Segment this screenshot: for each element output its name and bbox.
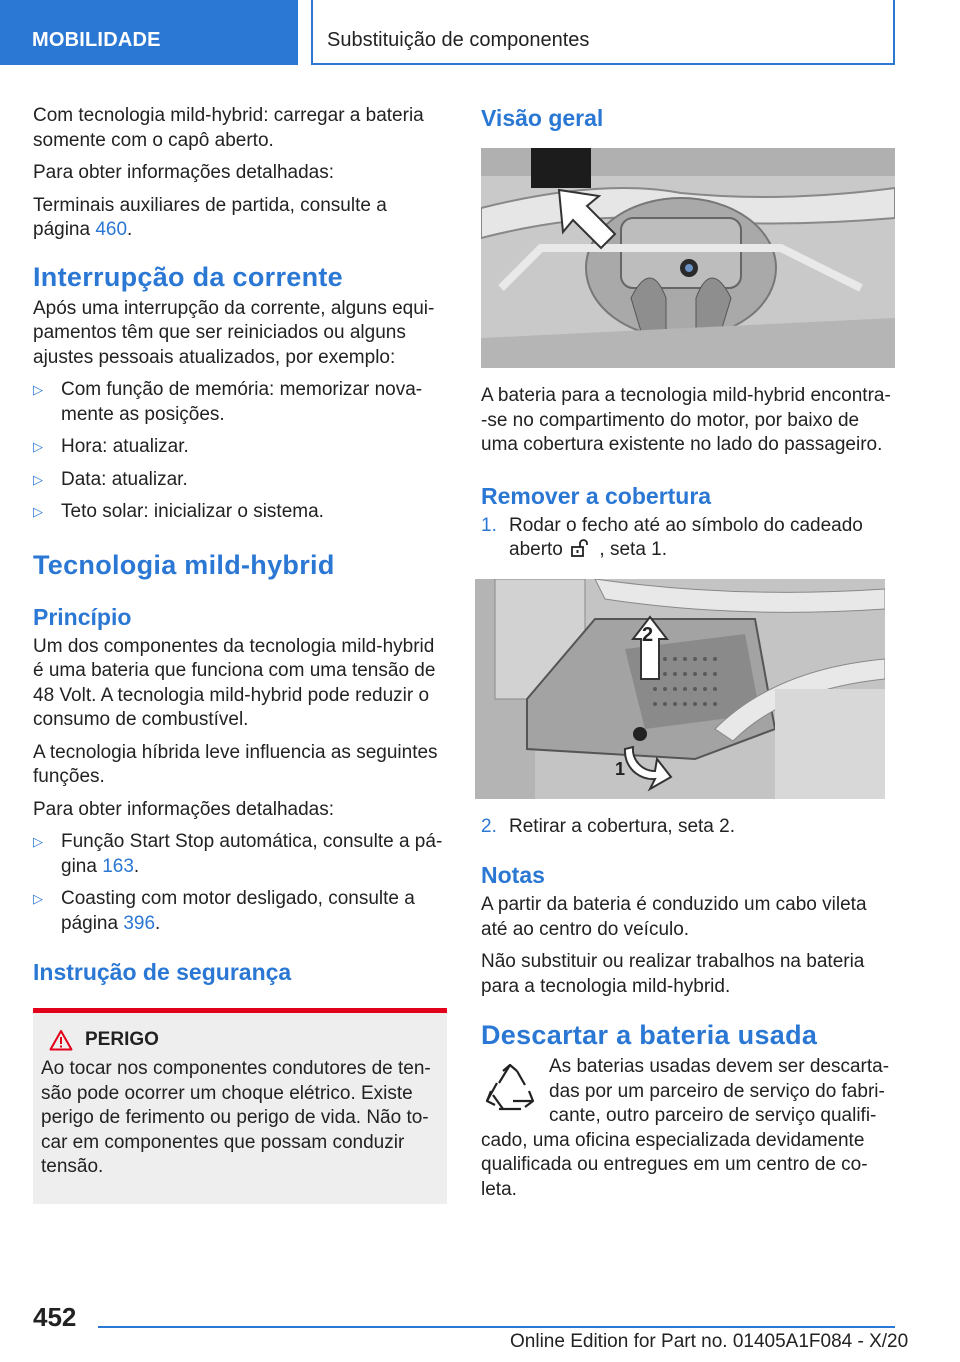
engine-bay-image [481, 148, 895, 368]
page-link-460[interactable]: 460 [95, 219, 128, 240]
list-item [33, 435, 447, 460]
triangle-bullet-icon: ▷ [33, 504, 43, 519]
triangle-bullet-icon: ▷ [33, 382, 43, 397]
step-text: Retirar a cobertura, seta 2. [509, 815, 735, 837]
page-link-163[interactable]: 163 [102, 855, 134, 877]
list-item [33, 378, 447, 427]
heading-tecnologia: Tecnologia mild-hybrid [33, 549, 335, 580]
list-item-text: Teto solar: inicializar o sistema. [61, 501, 324, 522]
step-text-end: , seta 1. [594, 539, 668, 560]
list-item-text: Hora: atualizar. [61, 436, 189, 457]
heading-remover: Remover a cobertura [481, 482, 712, 509]
battery-cover-image [475, 579, 885, 799]
recycle-icon [481, 1061, 539, 1119]
triangle-bullet-icon: ▷ [33, 471, 43, 487]
principio-paragraph-1: Um dos componentes da tecnologia mild-hybrid é uma bateria que funciona com uma tensão de 48 Volt. A tecnologia mild-hybrid pode reduzir o consumo de combustível. [33, 635, 436, 730]
right-column [481, 104, 895, 1210]
open-padlock-icon [570, 539, 592, 557]
heading-principio: Princípio [33, 603, 132, 630]
interrupcao-paragraph: Após uma interrupção da corrente, alguns equi-pamentos têm que ser reiniciados ou alguns ajustes pessoais atualizados, por exemplo: [33, 297, 435, 368]
list-item-text: Data: atualizar. [61, 468, 188, 490]
section-tab [0, 0, 298, 65]
list-item-text: Coasting com motor desligado, consulte a página [61, 888, 415, 934]
list-item [33, 468, 447, 493]
danger-title-text: PERIGO [85, 1029, 159, 1050]
page-number: 452 [33, 1302, 77, 1332]
descartar-paragraph-cont: cado, uma oficina especializada devidamente qualificada ou entregues em um centro de co-leta. [481, 1129, 868, 1200]
intro-paragraph-3-end: . [127, 219, 133, 240]
step-item [481, 815, 895, 840]
footer-divider [98, 1326, 895, 1328]
arrow-label-1: 1 [615, 758, 626, 779]
section-title: MOBILIDADE [32, 29, 161, 51]
left-column [33, 104, 447, 1204]
descartar-paragraph: As baterias usadas devem ser descarta-das por um parceiro de serviço do fabri-cante, outro parceiro de serviço qualifi- [549, 1056, 890, 1126]
page-link-396[interactable]: 396 [123, 912, 156, 934]
step-text: Rodar o fecho até ao símbolo do cadeado aberto [509, 514, 863, 560]
warning-triangle-icon [49, 1029, 73, 1051]
triangle-bullet-icon: ▷ [33, 834, 43, 849]
intro-paragraph-2: Para obter informações detalhadas: [33, 162, 335, 183]
heading-visao: Visão geral [481, 105, 604, 131]
steps-list-2 [481, 815, 895, 840]
footer-edition: Online Edition for Part no. 01405A1F084 - X/20 [510, 1331, 909, 1352]
interrupcao-list [33, 378, 447, 525]
principio-paragraph-2: A tecnologia híbrida leve influencia as seguintes funções. [33, 741, 438, 787]
list-item [33, 887, 447, 936]
danger-text: Ao tocar nos componentes condutores de ten-são pode ocorrer um choque elétrico. Existe perigo de ferimento ou perigo de vida. Não to-car em componentes que possam conduzir tensão. [41, 1058, 431, 1177]
step-number: 1. [481, 514, 497, 536]
danger-box [33, 1008, 447, 1204]
arrow-label-2: 2 [642, 623, 654, 646]
intro-paragraph-1: Com tecnologia mild-hybrid: carregar a bateria somente com o capô aberto. [33, 105, 424, 151]
steps-list-1 [481, 514, 895, 563]
list-item-text: Função Start Stop automática, consulte a pá-gina [61, 831, 443, 877]
intro-paragraph-3 [33, 194, 447, 243]
list-item-text: Com função de memória: memorizar nova-mente as posições. [61, 379, 423, 425]
intro-paragraph-3-text: Terminais auxiliares de partida, consulte a página [33, 194, 387, 240]
chapter-tab [311, 0, 895, 65]
heading-notas: Notas [481, 862, 545, 888]
list-item-end: . [155, 912, 161, 934]
heading-interrupcao: Interrupção da corrente [33, 261, 343, 292]
visao-paragraph: A bateria para a tecnologia mild-hybrid encontra--se no compartimento do motor, por baixo de uma cobertura existente no lado do passageiro. [481, 385, 891, 455]
triangle-bullet-icon: ▷ [33, 439, 43, 454]
list-item [33, 830, 447, 879]
chapter-title: Substituição de componentes [327, 29, 590, 51]
step-number: 2. [481, 815, 497, 837]
principio-paragraph-3: Para obter informações detalhadas: [33, 798, 335, 820]
step-item [481, 514, 895, 563]
notas-paragraph-2: Não substituir ou realizar trabalhos na bateria para a tecnologia mild-hybrid. [481, 951, 865, 997]
heading-descartar: Descartar a bateria usada [481, 1020, 818, 1050]
recycle-block [481, 1055, 895, 1129]
danger-title [49, 1029, 435, 1051]
triangle-bullet-icon: ▷ [33, 891, 43, 906]
functions-list [33, 830, 447, 936]
list-item-end: . [133, 855, 140, 877]
list-item [33, 500, 447, 525]
notas-paragraph-1: A partir da bateria é conduzido um cabo vileta até ao centro do veículo. [481, 894, 867, 940]
heading-seguranca: Instrução de segurança [33, 959, 292, 985]
